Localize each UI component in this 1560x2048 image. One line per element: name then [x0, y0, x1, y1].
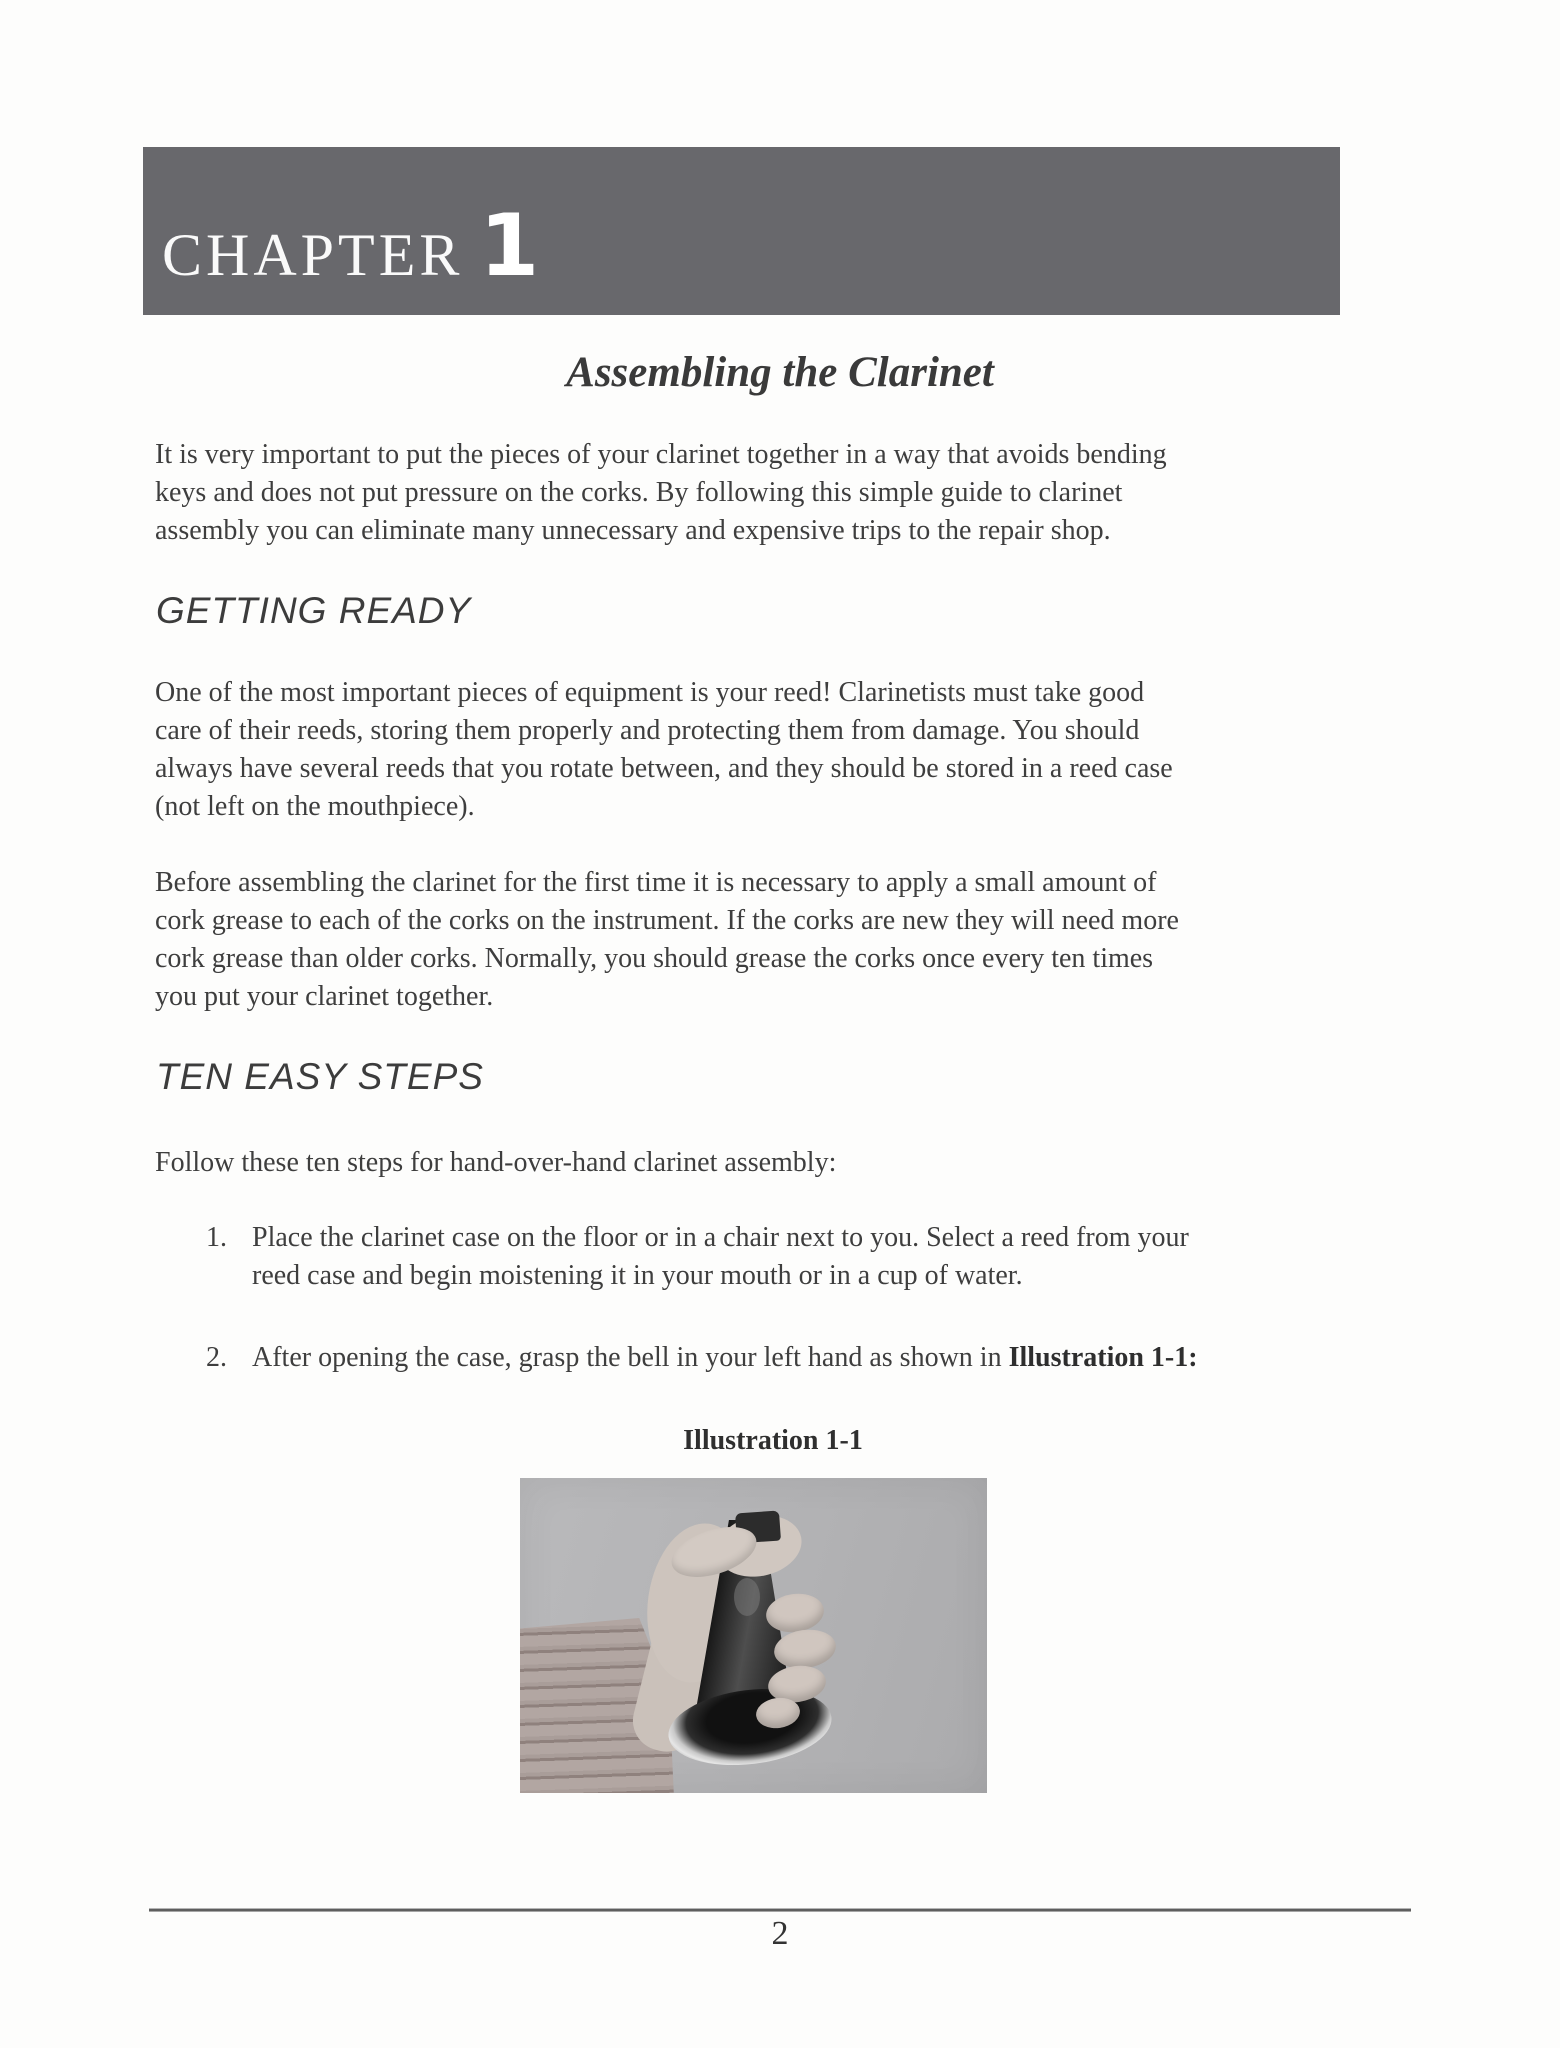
list-item-step-2	[206, 1339, 1198, 1377]
chapter-heading	[162, 196, 540, 296]
chapter-label: CHAPTER	[162, 222, 464, 288]
paragraph-line: always have several reeds that you rotate between, and they should be stored in a reed case	[155, 753, 1173, 784]
bell-logo-engraving	[734, 1578, 760, 1616]
getting-ready-paragraph-1	[155, 674, 1173, 826]
step-2-text: After opening the case, grasp the bell in your left hand as shown in	[252, 1342, 1009, 1373]
section-heading-getting-ready: GETTING READY	[156, 590, 472, 631]
paragraph-line: you put your clarinet together.	[155, 981, 494, 1012]
list-number: 1.	[206, 1222, 227, 1253]
paragraph-line: care of their reeds, storing them properly and protecting them from damage. You should	[155, 715, 1140, 746]
list-item-text	[252, 1219, 1189, 1295]
clarinet-bell-photo	[520, 1478, 987, 1793]
paragraph-line: Place the clarinet case on the floor or in a chair next to you. Select a reed from your	[252, 1222, 1189, 1253]
paragraph-line: It is very important to put the pieces of your clarinet together in a way that avoids bending	[155, 439, 1167, 470]
getting-ready-paragraph-2	[155, 864, 1179, 1016]
chapter-number: 1	[479, 196, 540, 296]
illustration-reference: Illustration 1-1:	[1008, 1342, 1198, 1373]
list-number: 2.	[206, 1342, 227, 1373]
paragraph-line: reed case and begin moistening it in your mouth or in a cup of water.	[252, 1260, 1023, 1291]
list-item-text	[252, 1339, 1198, 1377]
chapter-band	[143, 147, 1340, 315]
page-title: Assembling the Clarinet	[566, 349, 994, 396]
paragraph-line: cork grease to each of the corks on the instrument. If the corks are new they will need more	[155, 905, 1179, 936]
page-number: 2	[771, 1915, 789, 1952]
intro-paragraph	[155, 436, 1167, 550]
list-item-step-1	[206, 1219, 1189, 1295]
section-heading-ten-easy-steps: TEN EASY STEPS	[156, 1056, 484, 1097]
paragraph-line: assembly you can eliminate many unnecessary and expensive trips to the repair shop.	[155, 515, 1111, 546]
paragraph-line: Before assembling the clarinet for the first time it is necessary to apply a small amount of	[155, 867, 1157, 898]
paragraph-line: cork grease than older corks. Normally, you should grease the corks once every ten times	[155, 943, 1154, 974]
paragraph-line: keys and does not put pressure on the corks. By following this simple guide to clarinet	[155, 477, 1123, 508]
illustration-caption: Illustration 1-1	[683, 1425, 863, 1456]
paragraph-line: One of the most important pieces of equipment is your reed! Clarinetists must take good	[155, 677, 1145, 708]
paragraph-line: (not left on the mouthpiece).	[155, 791, 475, 822]
steps-lead-line: Follow these ten steps for hand-over-hand clarinet assembly:	[155, 1147, 837, 1178]
